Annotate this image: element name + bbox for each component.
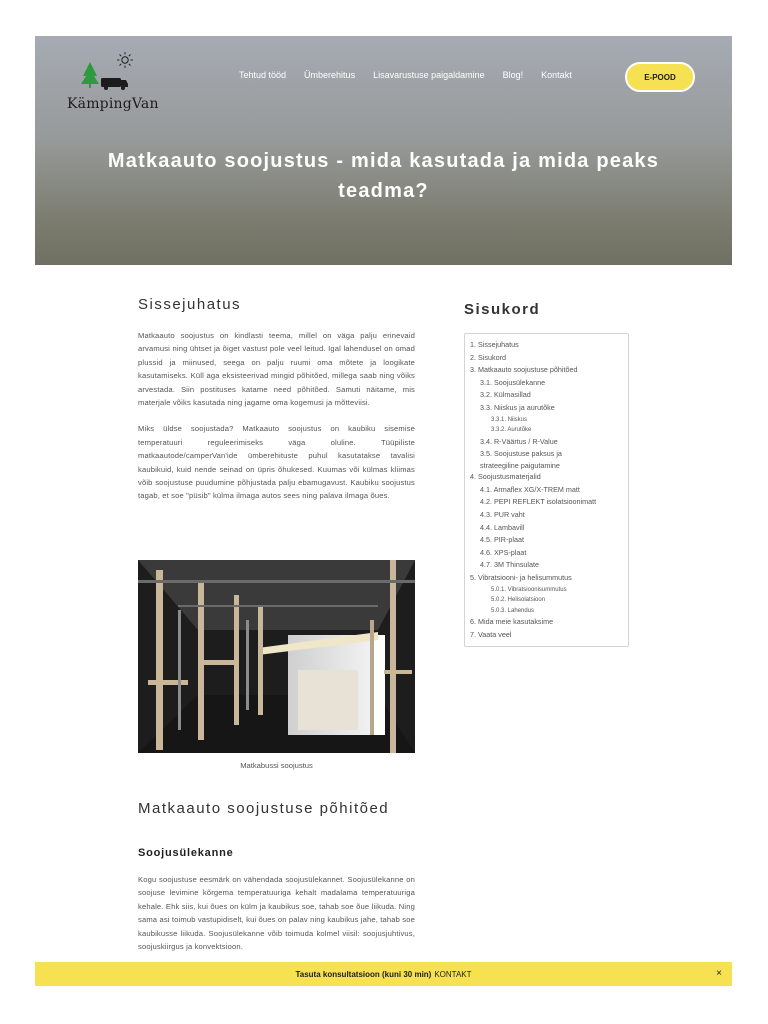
basics-heading: Matkaauto soojustuse põhitõed (138, 800, 390, 817)
toc-item[interactable]: 3.3.2. Aurutõke (491, 427, 532, 434)
toc-item[interactable]: 5.0.1. Vibratsioonisummutus (491, 586, 567, 593)
nav-item-tehtud-tood[interactable]: Tehtud tööd (239, 70, 287, 80)
banner-contact-link[interactable]: KONTAKT (434, 969, 472, 979)
epood-button[interactable]: E-POOD (625, 62, 695, 92)
toc-item[interactable]: 4.2. PEPI REFLEKT isolatsioonimatt (480, 497, 597, 507)
article-basics (138, 800, 415, 953)
basics-paragraph: Kogu soojustuse eesmärk on vähendada soojusülekannet. Soojusülekanne on soojuse levimine kõrgema temperatuuriga kehalt madalama temperatuuriga kehale. Ehk siis, kui õues on külm ja kaubikus soe, tahab soe õue liikuda. Ning sama asi toimub vastupidiselt, kui õues on palav ning kaubikus jahe, tahab soe kaubikusse liikuda. Soojusülekanne võib toimuda kolmel viisil: soojusjuhtivus, soojuskiirgus ja konvektsioon. (138, 875, 415, 952)
toc-item[interactable]: 4.4. Lambavill (480, 522, 525, 532)
toc-item[interactable]: 7. Vaata veel (470, 629, 512, 639)
toc-item[interactable]: 4.5. PIR-plaat (480, 535, 524, 545)
toc-item[interactable]: 3.4. R-Väärtus / R-Value (480, 436, 558, 446)
toc-item[interactable]: 2. Sisukord (470, 352, 506, 362)
toc-item[interactable]: 3.1. Soojusülekanne (480, 377, 546, 387)
intro-paragraph-1: Matkaauto soojustus on kindlasti teema, millel on väga palju erinevaid arvamusi ning ühtset ja õiget vastust pole veel leitud. Igal lahendusel on omad plussid ja miinused, seega on palju ruumi oma mõtete ja loogikate kasutamiseks. Küll aga eksisteerivad mingid põhitõed, millega saab ning võiks arvestada. Siin postituses katame need põhitõed. Samuti näitame, mis materjale võiks kasutada ning jagame oma kogemusi ja mõtteviisi. (138, 331, 415, 408)
toc-item[interactable]: 6. Mida meie kasutaksime (470, 617, 554, 626)
brand-logo[interactable] (67, 50, 162, 110)
toc-item[interactable]: 5.0.3. Lahendus (491, 607, 535, 614)
toc-item[interactable]: 4.1. Armaflex XG/X-TREM matt (480, 484, 580, 494)
page-title: Matkaauto soojustus - mida kasutada ja mida peaks teadma? (107, 150, 660, 202)
toc-item[interactable]: 4. Soojustusmaterjalid (470, 472, 541, 482)
toc-item[interactable]: 3. Matkaauto soojustuse põhitõed (470, 365, 578, 375)
toc-item[interactable]: 4.3. PUR vaht (480, 509, 525, 519)
image-caption: Matkabussi soojustus (240, 761, 313, 770)
nav-item-kontakt[interactable]: Kontakt (541, 70, 572, 80)
van-interior-image (138, 560, 415, 753)
toc-item[interactable]: 1. Sissejuhatus (470, 340, 519, 349)
banner-text: Tasuta konsultatsioon (kuni 30 min) (295, 969, 432, 979)
hero-header (35, 36, 732, 265)
intro-paragraph-2: Miks üldse soojustada? Matkaauto soojustus on kaubiku sisemise temperatuuri reguleerimiseks väga oluline. Tüüpiliste matkaautode/camperVan'ide ümberehituste puhul kasutatakse tavalisi kaubikuid, kuid nende seinad on üpris õhukesed. Kuumas või külmas kliimas võib soojustuse puudumine põhjustada palju ebamugavust. Kaubiku soojustus tagab, et soe "püsib" külma ilmaga autos sees ning palava ilmaga õues. (138, 424, 415, 501)
van-insulation-photo (138, 560, 415, 753)
toc-item[interactable]: 5.0.2. Helisolatsioon (491, 597, 546, 603)
toc-title: Sisukord (464, 301, 541, 318)
toc-item[interactable]: 4.7. 3M Thinsulate (480, 560, 539, 570)
toc-item[interactable]: 3.3. Niiskus ja aurutõke (480, 402, 555, 412)
intro-heading: Sissejuhatus (138, 296, 242, 313)
toc-item[interactable]: 3.5. Soojustuse paksus ja strateegiline paigutamine (480, 449, 562, 470)
brand-name: KämpingVan (67, 96, 159, 112)
toc-item[interactable]: 3.2. Külmasillad (480, 390, 531, 400)
toc-item[interactable]: 5. Vibratsiooni- ja helisummutus (470, 572, 572, 582)
van-tree-sun-icon (81, 50, 141, 94)
close-icon[interactable]: × (716, 968, 722, 979)
nav-item-umberehitus[interactable]: Ümberehitus (304, 70, 356, 80)
toc-item[interactable]: 4.6. XPS-plaat (480, 547, 527, 557)
main-nav (239, 70, 590, 80)
consultation-banner (35, 962, 732, 986)
nav-item-lisavarustus[interactable]: Lisavarustuse paigaldamine (373, 70, 485, 80)
basics-subheading: Soojusülekanne (138, 847, 234, 859)
toc-item[interactable]: 3.3.1. Niiskus (491, 416, 528, 423)
table-of-contents (464, 333, 629, 647)
article-intro (138, 296, 415, 503)
nav-item-blog[interactable]: Blog! (502, 70, 524, 80)
